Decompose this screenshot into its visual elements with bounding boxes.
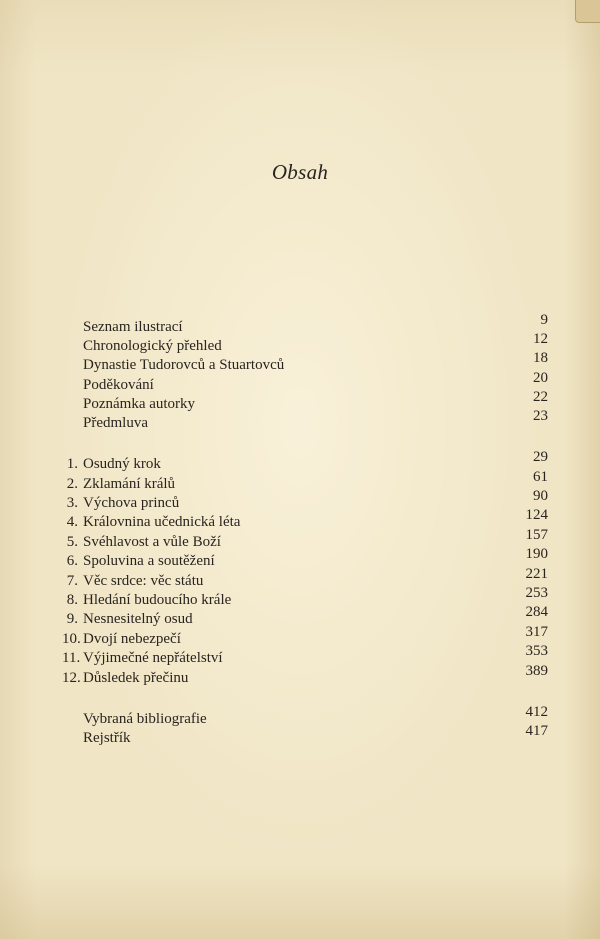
toc-entry-back (62, 723, 548, 748)
toc-chapter (62, 624, 548, 649)
chapter-page: 124 (525, 507, 548, 523)
chapter-title: Výjimečné nepřátelství (83, 650, 223, 666)
toc-chapter (62, 604, 548, 629)
toc-entry-front (62, 370, 548, 395)
page-corner-tab (575, 0, 600, 23)
toc-entry-page: 417 (525, 723, 548, 739)
toc-entry-page: 18 (533, 350, 548, 366)
toc-entry-page: 9 (540, 312, 548, 328)
chapter-page: 253 (525, 585, 548, 601)
toc-entry-label: Chronologický přehled (83, 338, 222, 354)
chapter-title: Důsledek přečinu (83, 670, 189, 686)
chapter-number: 11. (62, 650, 81, 666)
chapter-number: 10. (62, 631, 81, 647)
toc-entry-back (62, 704, 548, 729)
toc-entry-label: Poděkování (83, 377, 154, 393)
chapter-page: 317 (525, 624, 548, 640)
chapter-number: 8. (66, 592, 78, 608)
chapter-title: Výchova princů (83, 495, 180, 511)
chapter-title: Svéhlavost a vůle Boží (83, 534, 221, 550)
chapter-number: 12. (62, 670, 81, 686)
chapter-page: 221 (525, 566, 548, 582)
chapter-title: Zklamání králů (83, 476, 176, 492)
toc-entry-label: Seznam ilustrací (83, 319, 183, 335)
toc-entry-front (62, 389, 548, 414)
toc-chapter (62, 449, 548, 474)
toc-entry-page: 412 (525, 704, 548, 720)
chapter-page: 284 (525, 604, 548, 620)
chapter-number: 3. (66, 495, 78, 511)
chapter-title: Osudný krok (83, 456, 161, 472)
chapter-title: Věc srdce: věc státu (83, 573, 204, 589)
contents-title: Obsah (271, 160, 329, 184)
chapter-page: 353 (525, 643, 548, 659)
toc-entry-label: Dynastie Tudorovců a Stuartovců (83, 357, 285, 373)
chapter-page: 157 (525, 527, 548, 543)
toc-entry-front (62, 312, 548, 337)
chapter-number: 4. (66, 514, 78, 530)
toc-entry-label: Poznámka autorky (83, 396, 196, 412)
chapter-title: Královnina učednická léta (83, 514, 241, 530)
toc-chapter (62, 663, 548, 688)
toc-chapter (62, 507, 548, 532)
chapter-number: 6. (66, 553, 78, 569)
toc-entry-label: Vybraná bibliografie (83, 711, 207, 727)
chapter-page: 61 (533, 469, 548, 485)
toc-chapter (62, 527, 548, 552)
chapter-title: Dvojí nebezpečí (83, 631, 181, 647)
toc-chapter (62, 566, 548, 591)
toc-chapter (62, 469, 548, 494)
chapter-page: 190 (525, 546, 548, 562)
toc-entry-page: 12 (533, 331, 548, 347)
toc-entry-page: 20 (533, 370, 548, 386)
toc-entry-front (62, 331, 548, 356)
chapter-number: 1. (66, 456, 78, 472)
chapter-number: 7. (66, 573, 78, 589)
chapter-number: 5. (66, 534, 78, 550)
toc-chapter (62, 546, 548, 571)
chapter-page: 90 (533, 488, 548, 504)
chapter-number: 2. (66, 476, 78, 492)
toc-entry-page: 22 (533, 389, 548, 405)
chapter-title: Spoluvina a soutěžení (83, 553, 215, 569)
toc-chapter (62, 488, 548, 513)
toc-chapter (62, 585, 548, 610)
toc-entry-front (62, 350, 548, 375)
chapter-title: Hledání budoucího krále (83, 592, 232, 608)
toc-chapter (62, 643, 548, 668)
chapter-title: Nesnesitelný osud (83, 611, 193, 627)
toc-entry-label: Předmluva (83, 415, 148, 431)
chapter-number: 9. (66, 611, 78, 627)
chapter-page: 389 (525, 663, 548, 679)
toc-entry-label: Rejstřík (83, 730, 131, 746)
chapter-page: 29 (533, 449, 548, 465)
toc-entry-front (62, 408, 548, 433)
toc-entry-page: 23 (533, 408, 548, 424)
